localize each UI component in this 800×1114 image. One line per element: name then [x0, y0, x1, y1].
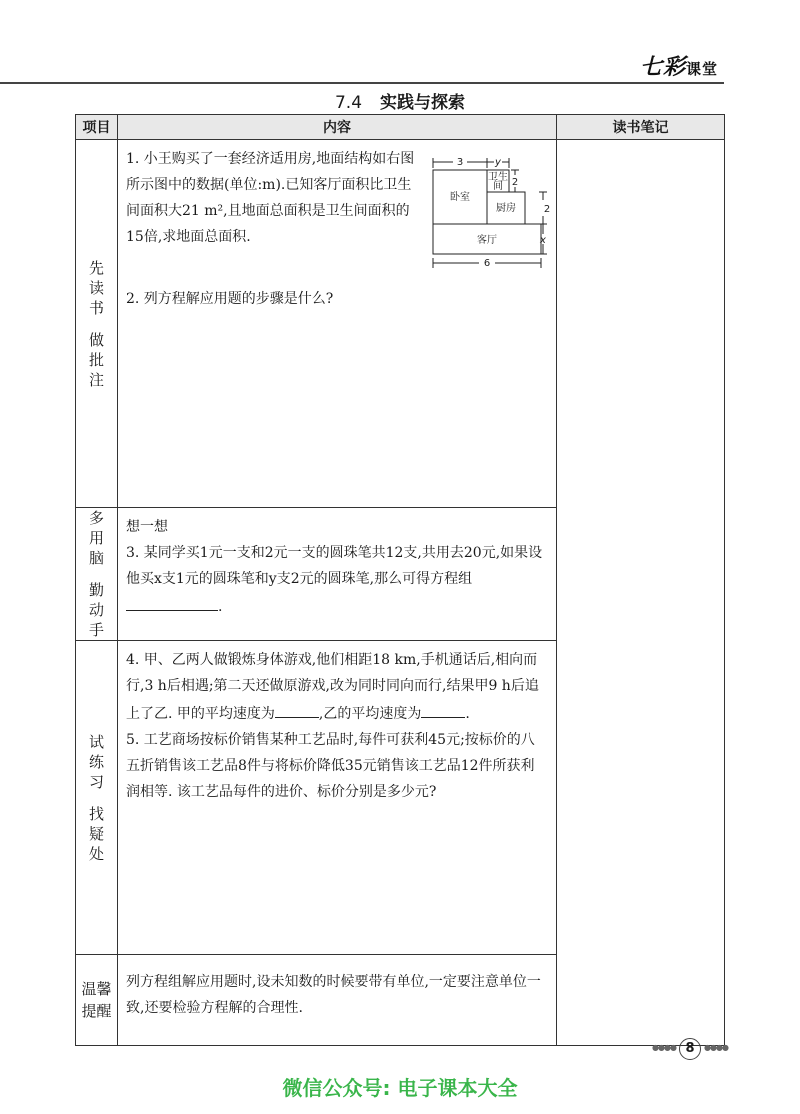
label-kitchen: 厨房 — [496, 203, 516, 214]
label-bathroom-1: 卫生 — [488, 172, 508, 183]
dim-bottom: 6 — [483, 258, 491, 269]
label-bedroom: 卧室 — [450, 192, 470, 203]
content-think — [118, 508, 557, 641]
content-practice — [118, 641, 557, 955]
notes-column[interactable] — [557, 140, 725, 1046]
question-2: 2. 列方程解应用题的步骤是什么? — [126, 291, 334, 307]
content-preview — [118, 140, 557, 508]
label-living: 客厅 — [477, 235, 497, 246]
label-preview: 先读书 做批注 — [76, 140, 118, 508]
section-number: 7.4 — [334, 93, 363, 113]
reminder-text: 列方程组解应用题时,设未知数的时候要带有单位,一定要注意单位一致,还要检验方程解的合理性. — [126, 974, 541, 1016]
answer-blank-4b[interactable] — [421, 699, 465, 718]
watermark-text: 微信公众号: 电子课本大全 — [282, 1076, 518, 1100]
row-preview — [76, 140, 725, 508]
question-4: 4. 甲、乙两人做锻炼身体游戏,他们相距18 km,手机通话后,相向而行,3 h后相遇;第二天还做原游戏,改为同时同向而行,结果甲9 h后追上了乙. 甲的平均速度为 ,乙的平均速度为 . — [126, 652, 539, 722]
dim-right-mid: 2 — [543, 204, 551, 215]
dim-right-lower: x — [540, 235, 546, 246]
content-reminder — [118, 955, 557, 1046]
dim-right-upper: 2 — [511, 177, 519, 188]
page-number-badge: ●●●● 8 ●●●● — [652, 1038, 722, 1058]
think-heading: 想一想 — [126, 519, 168, 535]
page-number: 8 — [679, 1038, 701, 1060]
section-name: 实践与探索 — [380, 93, 466, 113]
label-practice: 试练习 找疑处 — [76, 641, 118, 955]
answer-blank-4a[interactable] — [275, 699, 319, 718]
dim-top-left: 3 — [456, 157, 464, 168]
question-3: 3. 某同学买1元一支和2元一支的圆珠笔共12支,共用去20元,如果设他买x支1元的圆珠笔和y支2元的圆珠笔,那么可得方程组. — [126, 545, 543, 615]
study-table — [75, 114, 725, 1046]
floor-plan-diagram — [431, 152, 553, 272]
answer-blank-3[interactable] — [126, 592, 218, 611]
label-reminder: 温馨提醒 — [76, 955, 118, 1046]
dim-top-right: y — [495, 157, 501, 168]
label-think: 多用脑 勤动手 — [76, 508, 118, 641]
question-1: 1. 小王购买了一套经济适用房,地面结构如右图所示图中的数据(单位:m).已知客厅面积比卫生间面积大21 m²,且地面总面积是卫生间面积的15倍,求地面总面积. — [126, 151, 415, 245]
label-bathroom-2: 间 — [493, 181, 503, 192]
header-notes: 读书笔记 — [557, 115, 725, 140]
question-5: 5. 工艺商场按标价销售某种工艺品时,每件可获利45元;按标价的八五折销售该工艺品8件与将标价降低35元销售该工艺品12件所获利润相等. 该工艺品每件的进价、标价分别是多少元? — [126, 732, 535, 800]
table-header-row — [76, 115, 725, 140]
header-item: 项目 — [76, 115, 118, 140]
brand-logo: 七彩课堂 — [640, 55, 719, 80]
header-content: 内容 — [118, 115, 557, 140]
header-rule — [0, 82, 724, 84]
section-title — [0, 88, 800, 113]
